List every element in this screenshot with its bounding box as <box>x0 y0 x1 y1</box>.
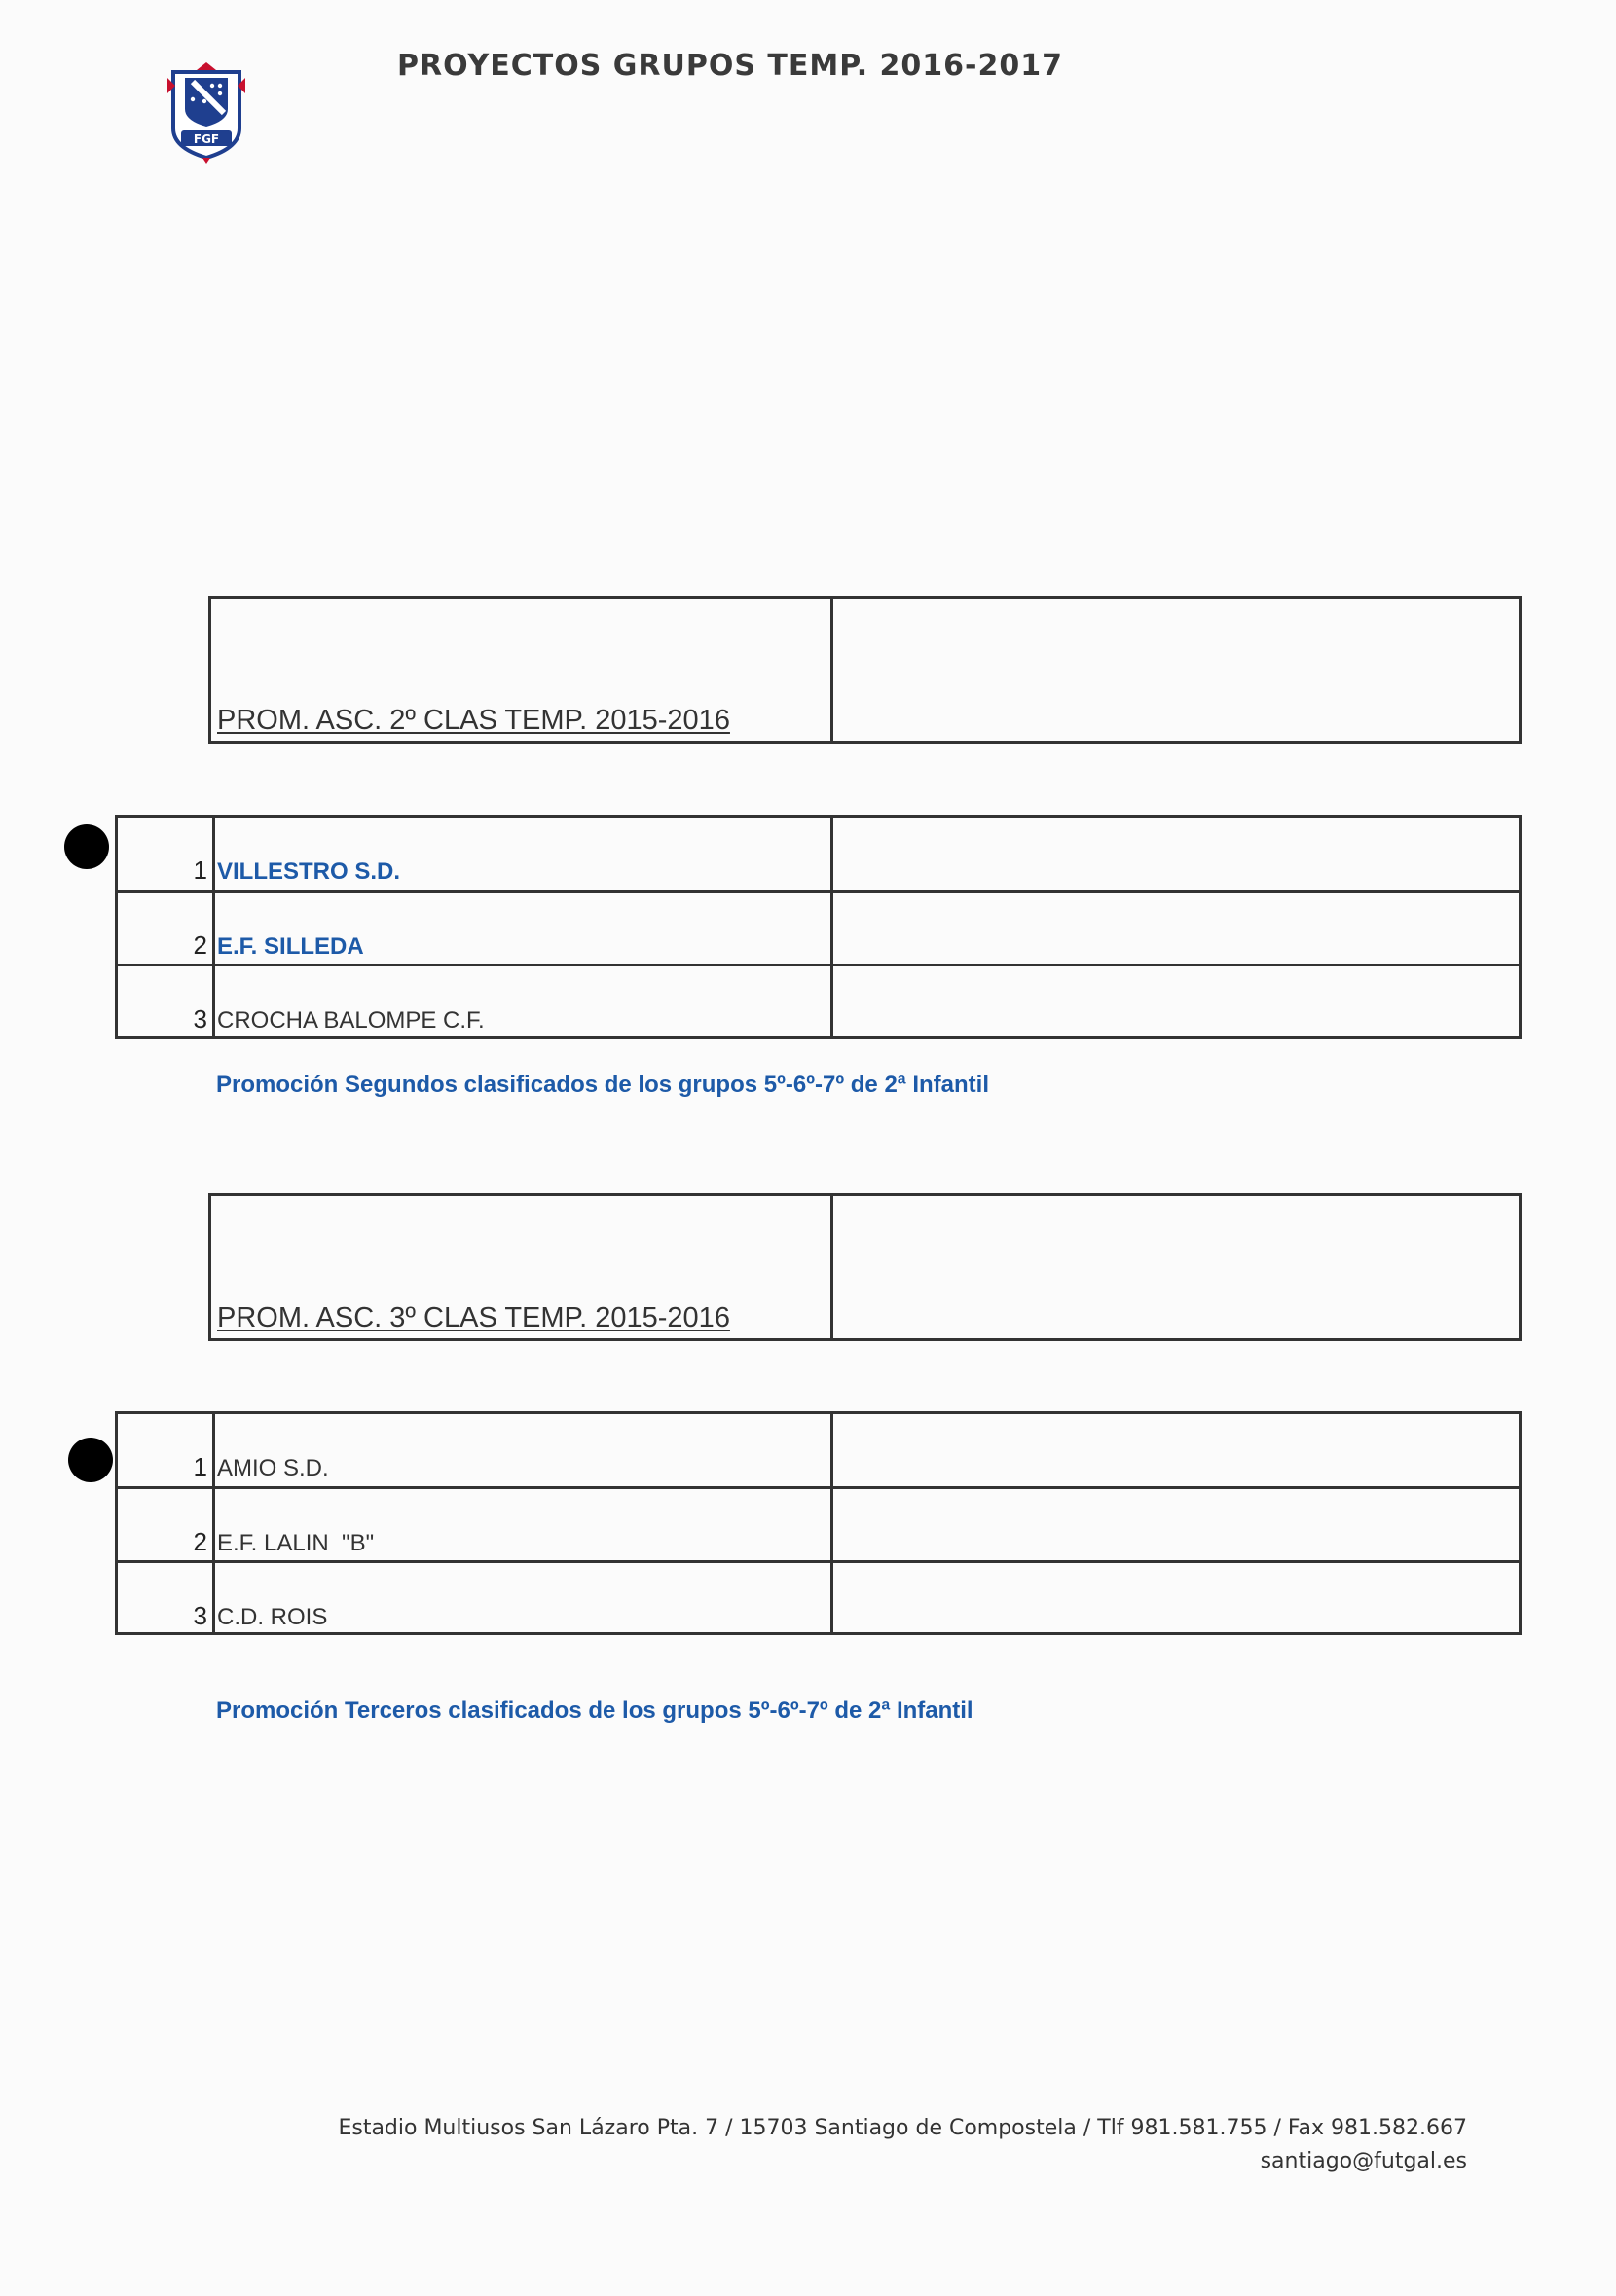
table-row <box>118 818 1519 892</box>
team-name: E.F. LALIN "B" <box>217 1530 375 1556</box>
team-name: AMIO S.D. <box>217 1455 329 1481</box>
table-row <box>118 1414 1519 1488</box>
section-header-box <box>208 1193 1522 1341</box>
page-title: PROYECTOS GRUPOS TEMP. 2016-2017 <box>397 49 1063 83</box>
table-row <box>118 1486 1519 1563</box>
ranking-table <box>115 815 1522 1039</box>
section-heading: PROM. ASC. 3º CLAS TEMP. 2015-2016 <box>217 1302 730 1333</box>
rank-number: 2 <box>193 1527 207 1556</box>
rank-number: 1 <box>193 856 207 885</box>
table-row <box>118 1560 1519 1637</box>
table-row <box>118 890 1519 966</box>
team-name: C.D. ROIS <box>217 1604 328 1630</box>
rank-number: 3 <box>193 1004 207 1034</box>
bullet-dot <box>68 1438 113 1482</box>
section-heading: PROM. ASC. 2º CLAS TEMP. 2015-2016 <box>217 705 730 736</box>
rank-number: 1 <box>193 1452 207 1481</box>
rank-number: 2 <box>193 930 207 960</box>
footer-address: Estadio Multiusos San Lázaro Pta. 7 / 15703 Santiago de Compostela / Tlf 981.581.755 / Fax 981.582.667 <box>338 2116 1467 2140</box>
team-name: VILLESTRO S.D. <box>217 858 401 885</box>
svg-text:FGF: FGF <box>193 132 220 146</box>
footer-email[interactable]: santiago@futgal.es <box>1260 2149 1467 2173</box>
rank-number: 3 <box>193 1601 207 1630</box>
section-header-box <box>208 596 1522 744</box>
bullet-dot <box>64 824 109 869</box>
table-row <box>118 964 1519 1040</box>
promotion-note: Promoción Terceros clasificados de los grupos 5º-6º-7º de 2ª Infantil <box>216 1697 973 1724</box>
team-name: CROCHA BALOMPE C.F. <box>217 1007 485 1034</box>
team-name: E.F. SILLEDA <box>217 933 364 960</box>
promotion-note: Promoción Segundos clasificados de los grupos 5º-6º-7º de 2ª Infantil <box>216 1072 989 1098</box>
ranking-table <box>115 1411 1522 1635</box>
